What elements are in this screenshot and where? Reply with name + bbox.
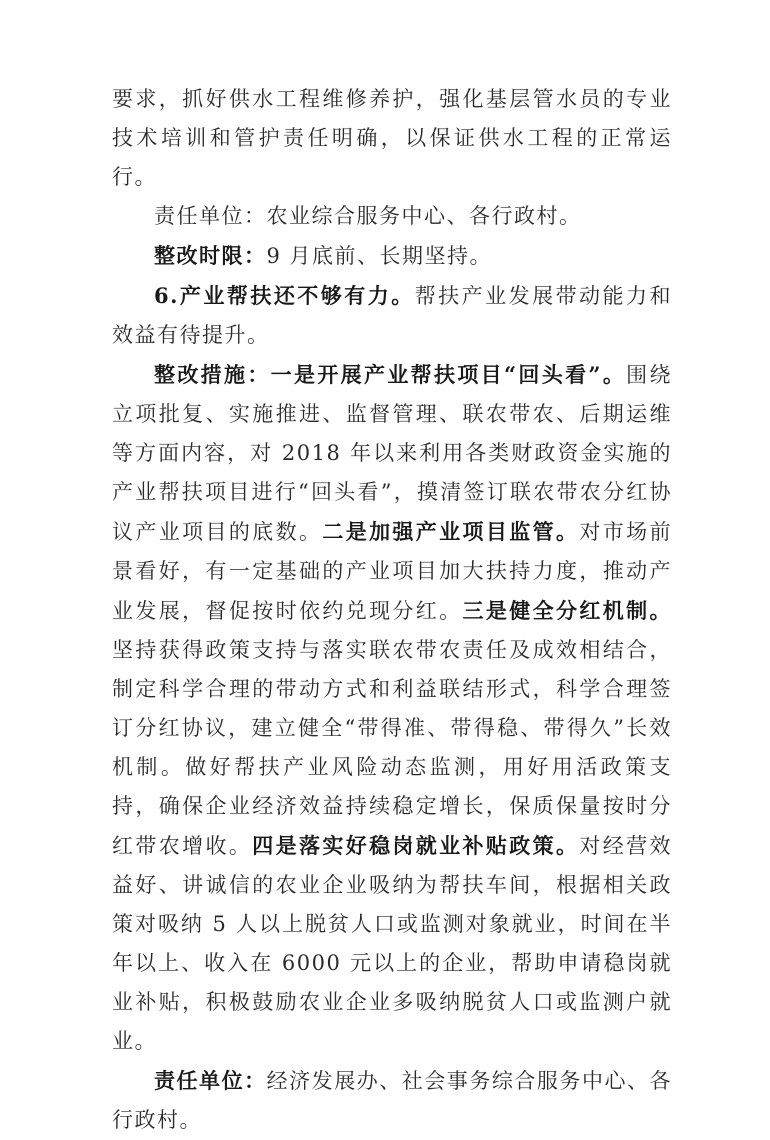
issue-heading: 6.产业帮扶还不够有力。 xyxy=(154,283,415,308)
deadline-text: 9 月底前、长期坚持。 xyxy=(266,244,493,268)
issue-text: 帮扶产业发展带动能力和效益有待提升。 xyxy=(112,284,672,347)
measure-2-text: 对市场前景看好，有一定基础的产业项目加大扶持力度，推动产业发展，督促按时依约兑现分红。 xyxy=(112,520,673,623)
responsible-unit-label: 责任单位： xyxy=(154,1068,267,1093)
paragraph-responsible-unit-1 xyxy=(112,197,672,236)
measure-2-title: 二是加强产业项目监管。 xyxy=(322,519,580,544)
deadline-label: 整改时限： xyxy=(154,243,267,268)
paragraph-responsible-unit-2 xyxy=(112,1061,672,1140)
paragraph-measures xyxy=(112,355,672,1061)
responsible-unit-text: 经济发展办、社会事务综合服务中心、各行政村。 xyxy=(112,1069,673,1132)
measure-4-text: 对经营效益好、讲诚信的农业企业吸纳为帮扶车间，根据相关政策对吸纳 5 人以上脱贫人口或监测对象就业，时间在半年以上、收入在 6000 元以上的企业，帮助申请稳岗就业补贴，积极鼓励农业企业多吸纳脱贫人口或监测户就业。 xyxy=(112,834,673,1053)
paragraph-requirements xyxy=(112,80,672,197)
responsible-unit-label: 责任单位： xyxy=(154,204,267,228)
measures-label: 整改措施： xyxy=(154,362,271,387)
paragraph-text: 要求，抓好供水工程维修养护，强化基层管水员的专业技术培训和管护责任明确，以保证供水工程的正常运行。 xyxy=(112,87,672,189)
paragraph-deadline xyxy=(112,236,672,276)
measure-1-text: 围绕立项批复、实施推进、监督管理、联农带农、后期运维等方面内容，对 2018 年以来利用各类财政资金实施的产业帮扶项目进行“回头看”，摸清签订联农带农分红协议产业项目的底数。 xyxy=(112,363,673,544)
measure-3-text: 坚持获得政策支持与落实联农带农责任及成效相结合，制定科学合理的带动方式和利益联结形式，科学合理签订分红协议，建立健全“带得准、带得稳、带得久”长效机制。做好帮扶产业风险动态监测，用好用活政策支持，确保企业经济效益持续稳定增长，保质保量按时分红带农增收。 xyxy=(112,638,672,858)
measure-1-title: 一是开展产业帮扶项目“回头看”。 xyxy=(270,362,627,387)
measure-4-title: 四是落实好稳岗就业补贴政策。 xyxy=(252,833,580,858)
measure-3-title: 三是健全分红机制。 xyxy=(462,598,673,623)
document-body xyxy=(112,80,672,1140)
paragraph-issue-6 xyxy=(112,276,672,355)
responsible-unit-text: 农业综合服务中心、各行政村。 xyxy=(266,204,582,228)
